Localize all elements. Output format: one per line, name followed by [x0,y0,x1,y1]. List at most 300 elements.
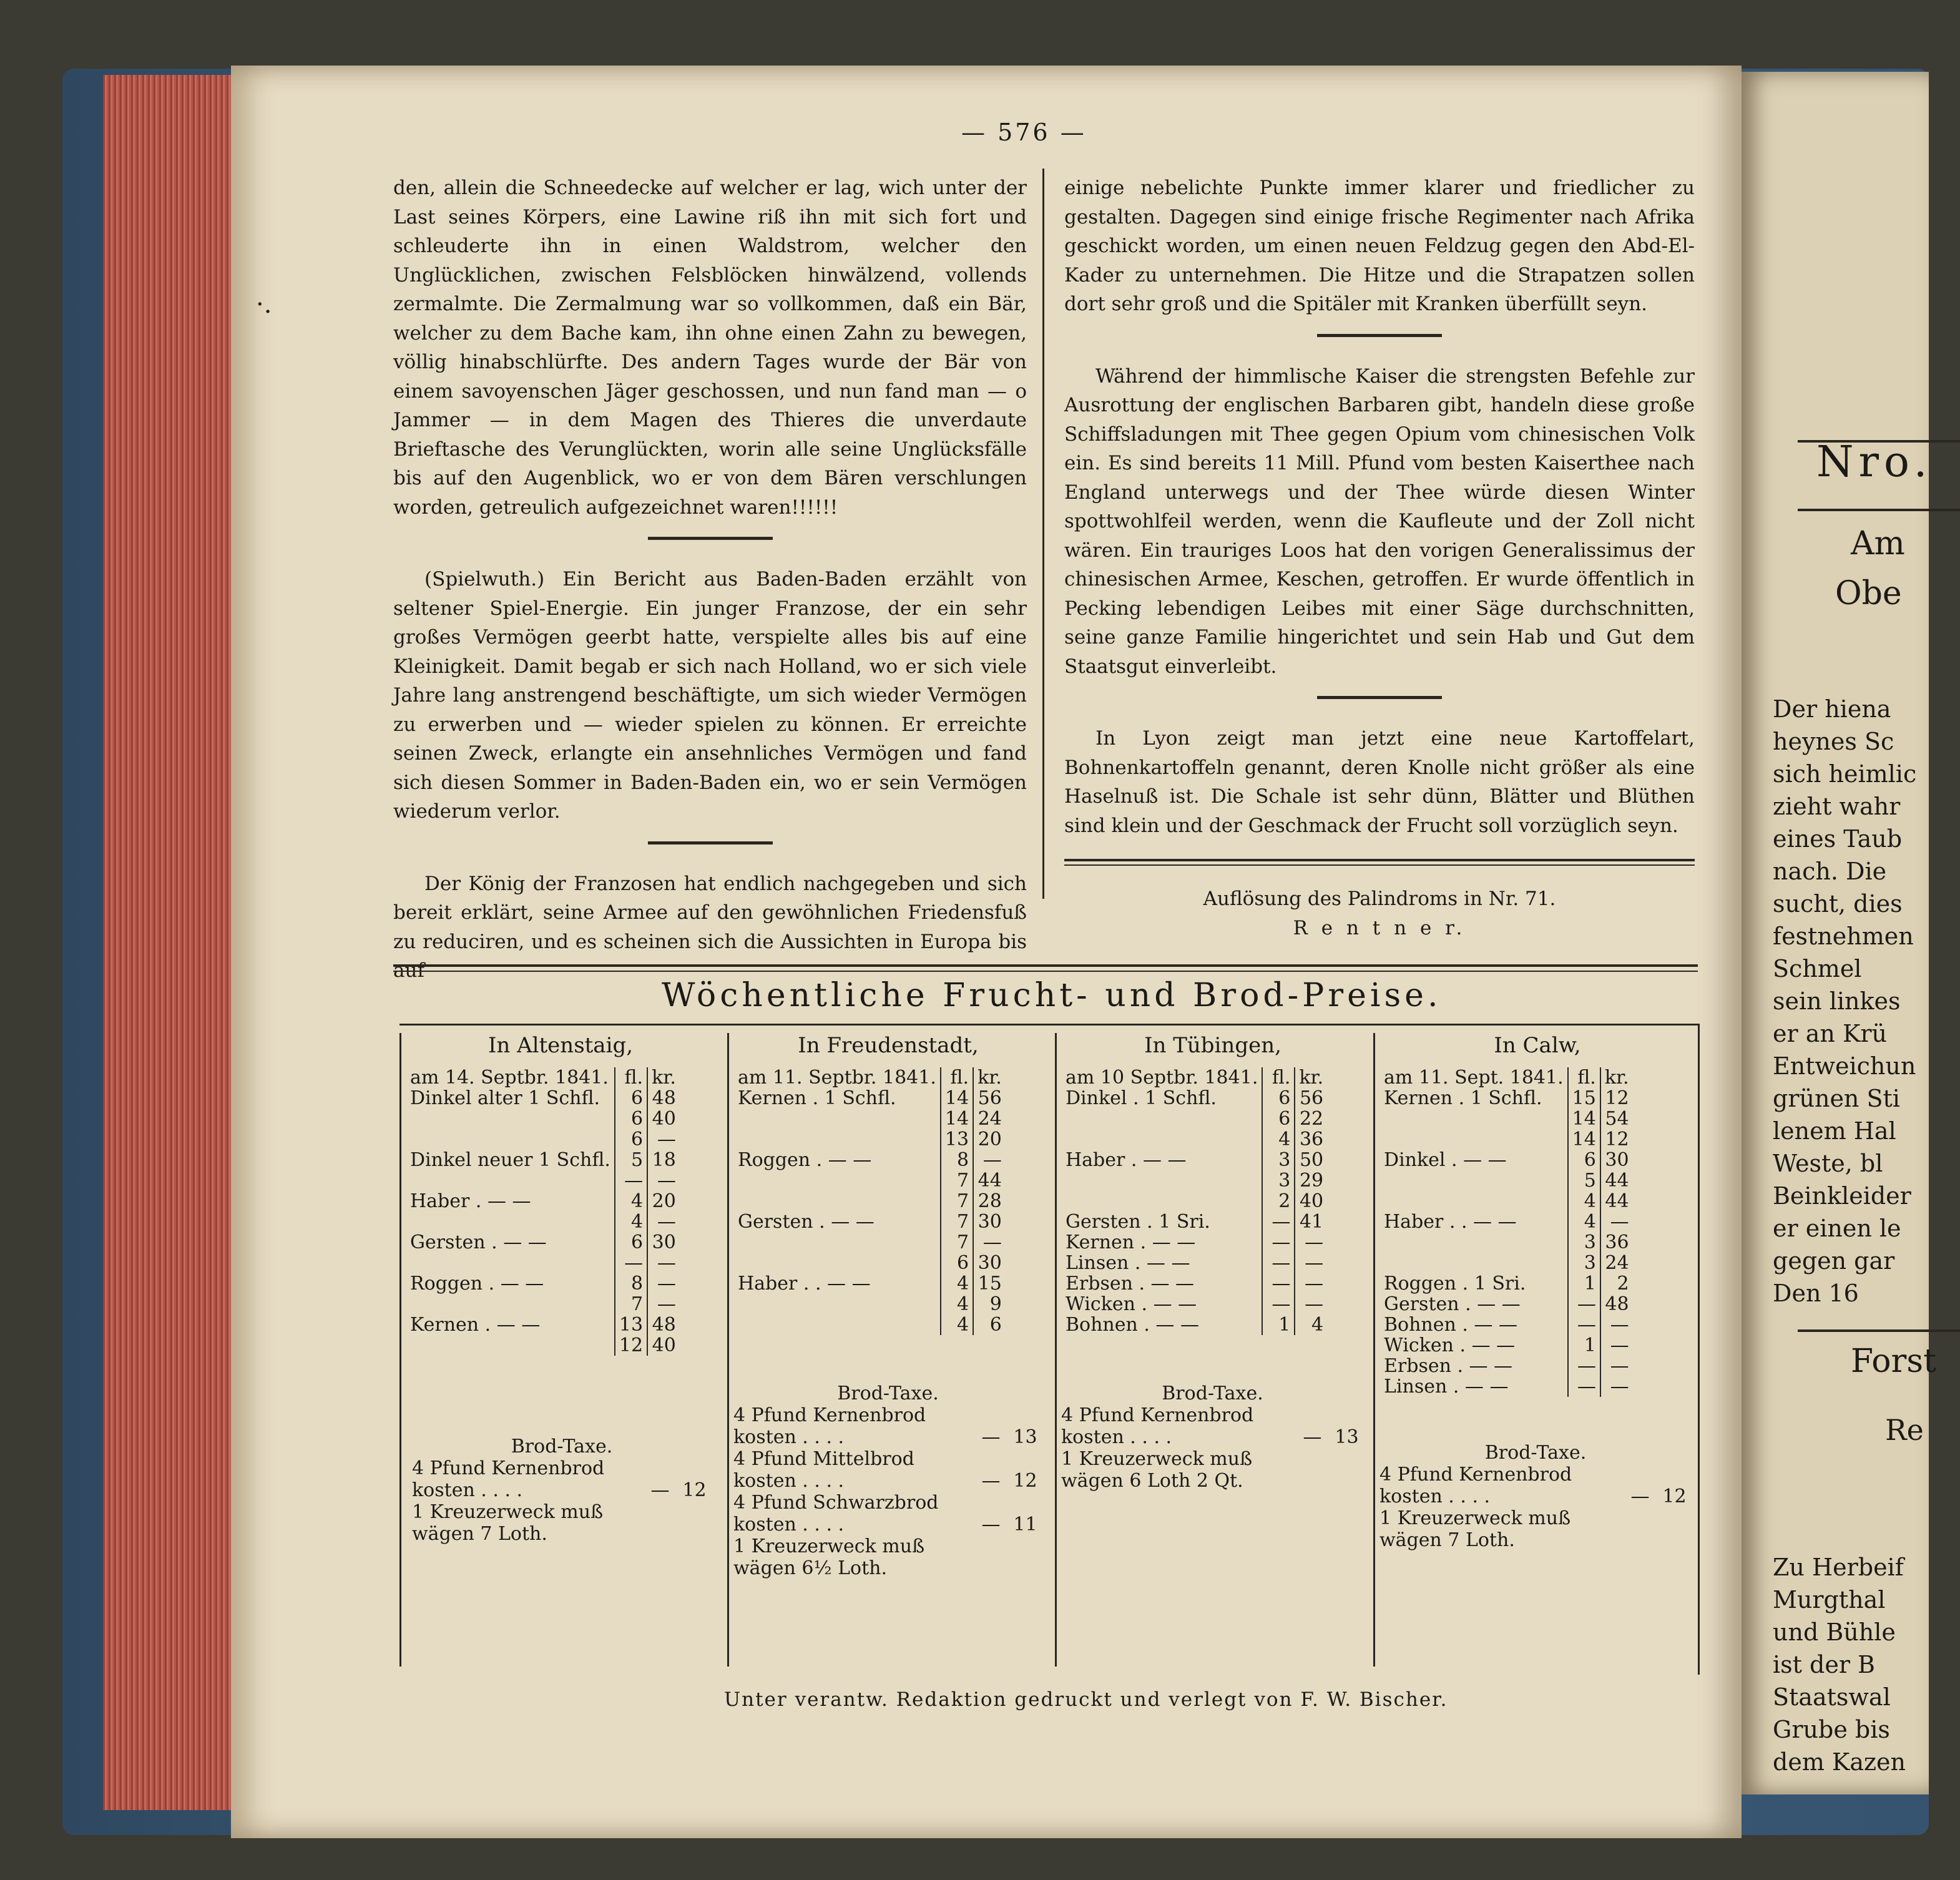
kr-value: 24 [973,1109,1006,1129]
table-row [406,1088,680,1109]
kr-value: 30 [973,1253,1006,1273]
fl-value: 7 [941,1191,973,1212]
item-label: Erbsen . — — [1384,1355,1513,1377]
table-row [1380,1232,1633,1253]
brod-altenstaig [412,1436,712,1545]
table-row [406,1129,680,1150]
item-label: Bohnen . — — [1384,1314,1517,1336]
kr-value: 15 [973,1273,1006,1294]
next-page-line: Entweichun [1773,1052,1916,1080]
table-row [1380,1273,1633,1294]
item-label [406,1253,615,1273]
fl-value: 7 [941,1212,973,1232]
brod-text: 4 Pfund Kernenbrod [1061,1404,1254,1426]
kr-value: 12 [1013,1470,1037,1492]
palindrome-title: Auflösung des Palindroms in Nr. 71. [1203,888,1556,910]
brod-text: kosten . . . . [412,1479,523,1501]
brod-line [1061,1404,1364,1426]
table-row [1062,1294,1327,1315]
table-row [734,1232,1006,1253]
fl-value: 4 [615,1191,647,1212]
kr-value: 56 [1295,1088,1327,1109]
brod-text: 4 Pfund Schwarzbrod [733,1492,939,1514]
brod-text: kosten . . . . [733,1426,845,1448]
kr-value: 20 [973,1129,1006,1150]
kr-value: 36 [1295,1129,1327,1150]
table-row [734,1170,1006,1191]
brod-text: wägen 6½ Loth. [733,1557,887,1579]
fl-header: fl. [615,1067,647,1088]
brod-line [1379,1529,1692,1551]
item-label [406,1212,615,1232]
kr-value: 6 [973,1315,1006,1335]
kr-value: — [647,1170,680,1191]
brod-line [412,1523,712,1545]
brod-text: kosten . . . . [1061,1426,1172,1448]
brod-title: Brod-Taxe. [511,1436,613,1457]
item-label [1380,1253,1568,1273]
item-label [734,1170,941,1191]
column-divider [1042,169,1044,899]
kr-value: 44 [1600,1170,1633,1191]
kr-value: — [1295,1253,1327,1273]
table-row [406,1315,680,1335]
table-row [1380,1129,1633,1150]
fl-value: 6 [941,1253,973,1273]
brod-text: wägen 7 Loth. [412,1523,547,1545]
fl-value: — [1630,1486,1650,1507]
fl-value: 6 [615,1109,647,1129]
kr-value: 40 [647,1109,680,1129]
table-header [406,1067,680,1088]
kr-value: — [1600,1212,1633,1232]
fl-value: 7 [615,1294,647,1315]
item-label: Kernen . 1 Schfl. [1384,1087,1542,1109]
fl-value: — [1568,1356,1600,1376]
next-page-line: nach. Die [1773,858,1887,885]
brod-title: Brod-Taxe. [837,1383,939,1404]
place-name: In Freudenstadt, [798,1033,979,1058]
table-header [1062,1067,1327,1088]
kr-value: 13 [1335,1426,1359,1448]
brod-text: wägen 6 Loth 2 Qt. [1061,1470,1243,1492]
brod-lines [1379,1464,1692,1551]
brod-text: 4 Pfund Kernenbrod [1379,1464,1572,1486]
item-label: Kernen . — — [410,1314,541,1336]
fl-value: 13 [941,1129,973,1150]
place-name: In Altenstaig, [488,1033,634,1058]
kr-value: 12 [1600,1129,1633,1150]
item-label: Wicken . — — [1066,1293,1197,1315]
brod-calw [1379,1442,1692,1551]
kr-value: 4 [1295,1315,1327,1335]
brod-freudenstadt [733,1383,1042,1579]
nro-title: Nro. [1816,438,1933,487]
brod-line [1379,1464,1692,1486]
fl-value: 14 [1568,1129,1600,1150]
fl-value: — [1568,1294,1600,1315]
brod-line [733,1557,1042,1579]
left-column [393,174,1027,986]
fl-value: — [981,1514,1001,1535]
item-label: Gersten . — — [410,1231,547,1253]
item-label [1380,1191,1568,1212]
kr-value: 30 [1600,1150,1633,1170]
brod-lines [733,1404,1042,1579]
kr-value: 11 [1013,1514,1037,1535]
table-row [734,1129,1006,1150]
brod-line [1379,1486,1692,1507]
kr-value: — [1295,1294,1327,1315]
kr-value: — [647,1294,680,1315]
brod-line [1061,1426,1364,1448]
fl-value: 7 [941,1232,973,1253]
am-title: Am [1851,525,1905,562]
next-page-line: dem Kazen [1773,1748,1906,1776]
item-label: Dinkel neuer 1 Schfl. [410,1149,610,1171]
next-page-line: sich heimlic [1773,760,1917,788]
kr-value: 50 [1295,1150,1327,1170]
fl-value: 14 [1568,1109,1600,1129]
brod-text: 4 Pfund Mittelbrod [733,1448,914,1470]
kr-value: 2 [1600,1273,1633,1294]
kr-value: 54 [1600,1109,1633,1129]
item-label [734,1253,941,1273]
section-rule [393,964,1698,972]
brod-line [733,1404,1042,1426]
fl-value: — [1568,1315,1600,1335]
price-table [1062,1067,1327,1335]
kr-value: 48 [647,1088,680,1109]
place-name: In Tübingen, [1144,1033,1281,1058]
table-row [734,1294,1006,1315]
page-edges [103,75,234,1810]
next-page-line: Der hiena [1773,695,1891,723]
kr-value: 30 [973,1212,1006,1232]
table-row [406,1294,680,1315]
rule [1798,1329,1960,1332]
item-label [1062,1170,1262,1191]
kr-value: 40 [1295,1191,1327,1212]
fl-value: 4 [941,1273,973,1294]
kr-value: 44 [1600,1191,1633,1212]
kr-value: — [647,1253,680,1273]
kr-value: 29 [1295,1170,1327,1191]
kr-value: 12 [1600,1088,1633,1109]
item-label [1380,1232,1568,1253]
table-row [1380,1253,1633,1273]
next-page-line: grünen Sti [1773,1085,1900,1112]
kr-value: 41 [1295,1212,1327,1232]
table-row [734,1273,1006,1294]
brod-line [412,1501,712,1523]
table-row [406,1232,680,1253]
fl-value: 15 [1568,1088,1600,1109]
kr-value: — [973,1232,1006,1253]
kr-value: — [647,1129,680,1150]
table-row [734,1315,1006,1335]
fl-value: — [1262,1212,1295,1232]
table-row [1062,1212,1327,1232]
fl-value: 12 [615,1335,647,1356]
fl-value: 3 [1262,1170,1295,1191]
kr-value: 48 [647,1315,680,1335]
item-label: Dinkel alter 1 Schfl. [410,1087,600,1109]
palindrome-answer: R e n t n e r. [1293,916,1466,939]
separator [1317,696,1442,699]
fl-value: — [981,1470,1001,1492]
table-altenstaig [399,1033,720,1667]
next-page-line: sein linkes [1773,987,1901,1015]
next-page-text [1773,693,1916,1310]
fl-value: 8 [941,1150,973,1170]
table-row [1380,1150,1633,1170]
next-page-line: Schmel [1773,955,1862,982]
table-row [1062,1273,1327,1294]
fl-value: 4 [615,1212,647,1232]
fl-value: 13 [615,1315,647,1335]
kr-value: 44 [973,1170,1006,1191]
item-label: Roggen . — — [738,1149,872,1171]
fl-value: — [1262,1253,1295,1273]
ober-title: Obe [1835,575,1902,612]
price-table [1380,1067,1633,1397]
kr-value: 30 [647,1232,680,1253]
right-column [1064,174,1695,942]
item-label: Roggen . 1 Sri. [1384,1273,1526,1295]
brod-tuebingen [1061,1383,1364,1492]
fl-value: 3 [1568,1232,1600,1253]
table-row [734,1088,1006,1109]
next-page-line: festnehmen [1773,923,1914,950]
table-row [1380,1294,1633,1315]
next-page-line: eines Taub [1773,825,1903,853]
item-label [1062,1109,1262,1129]
fl-value: 3 [1262,1150,1295,1170]
table-header [1380,1067,1633,1088]
table-row [1380,1109,1633,1129]
item-label [406,1129,615,1150]
kr-value: 28 [973,1191,1006,1212]
fl-value: 1 [1568,1335,1600,1356]
next-page-line: er einen le [1773,1215,1901,1242]
item-label [406,1109,615,1129]
next-page-line: Beinkleider [1773,1182,1911,1210]
fl-value: 4 [941,1294,973,1315]
re-title: Re [1885,1413,1924,1447]
page-number: — 576 — [961,119,1087,146]
brod-text: 1 Kreuzerweck muß [1061,1448,1253,1470]
table-row [1380,1212,1633,1232]
item-label: Erbsen . — — [1066,1273,1195,1295]
fl-value: — [650,1479,670,1501]
kr-value: 48 [1600,1294,1633,1315]
fl-value: 4 [941,1315,973,1335]
fl-value: 4 [1568,1191,1600,1212]
kr-value: — [1600,1335,1633,1356]
date-cell: am 10 Septbr. 1841. [1066,1067,1258,1089]
table-row [406,1150,680,1170]
table-row [1380,1170,1633,1191]
kr-value: 36 [1600,1232,1633,1253]
table-tuebingen [1055,1033,1369,1667]
next-page-line: zieht wahr [1773,793,1901,820]
next-page-line: er an Krü [1773,1020,1887,1047]
fl-value: 6 [1568,1150,1600,1170]
item-label: Linsen . — — [1384,1376,1509,1398]
table-row [734,1191,1006,1212]
fl-value: 4 [1568,1212,1600,1232]
next-page-line: Staatswal [1773,1683,1891,1711]
item-label [734,1109,941,1129]
kr-value: — [1295,1273,1327,1294]
article-china: Während der himmlische Kaiser die strengsten Befehle zur Ausrottung der englischen Barbaren gibt, handeln diese große Schiffsladungen mit Thee gegen Opium vom chinesischen Volk ein. Es sind bereits 11 Mill. Pfund vom besten Kaiserthee nach England unterwegs und der Thee würde diesen Winter spottwohlfeil werden, wenn die Kaufleute und der Zoll nicht wären. Ein trauriges Loos hat den vorigen Generalissimus der chinesischen Armee, Keschen, getroffen. Er wurde öffentlich in Pecking lebendigen Leibes mit einer Säge durchschnitten, seine ganze Familie hingerichtet und sein Hab und Gut dem Staatsgut einverleibt. [1064,365,1695,678]
item-label: Kernen . — — [1066,1231,1196,1253]
table-row [734,1150,1006,1170]
table-row [406,1335,680,1356]
brod-text: 1 Kreuzerweck muß [412,1501,604,1523]
fl-value: 8 [615,1273,647,1294]
brod-text: 4 Pfund Kernenbrod [412,1457,605,1479]
kr-value: 9 [973,1294,1006,1315]
kr-value: 24 [1600,1253,1633,1273]
brod-title: Brod-Taxe. [1162,1383,1263,1404]
separator [1317,334,1442,337]
kr-value: 56 [973,1088,1006,1109]
table-row [1380,1335,1633,1356]
brod-line [733,1492,1042,1514]
fl-header: fl. [1568,1067,1600,1088]
kr-value: — [647,1212,680,1232]
double-rule [1064,859,1695,866]
kr-value: — [1295,1232,1327,1253]
kr-header: kr. [973,1067,1006,1088]
table-row [1380,1088,1633,1109]
next-page-line: heynes Sc [1773,728,1894,755]
brod-line [733,1448,1042,1470]
item-label: Haber . — — [1066,1149,1187,1171]
brod-line [412,1479,712,1501]
table-row [1062,1170,1327,1191]
fl-value: 14 [941,1109,973,1129]
table-row [1062,1088,1327,1109]
fl-header: fl. [941,1067,973,1088]
table-calw [1373,1033,1700,1667]
fl-value: 5 [615,1150,647,1170]
item-label [1380,1109,1568,1129]
kr-value: 40 [647,1335,680,1356]
brod-line [733,1514,1042,1535]
brod-line [733,1426,1042,1448]
table-row [406,1191,680,1212]
brod-line [1061,1470,1364,1492]
item-label [1380,1170,1568,1191]
item-label [406,1294,615,1315]
next-page-text-2 [1773,1551,1906,1778]
item-label: Roggen . — — [410,1273,544,1295]
kr-value: 12 [1662,1486,1687,1507]
kr-value: 12 [682,1479,707,1501]
table-row [406,1253,680,1273]
date-cell: am 11. Septbr. 1841. [738,1067,936,1089]
article-spielwuth: (Spielwuth.) Ein Bericht aus Baden-Baden erzählt von seltener Spiel-Energie. Ein junger Franzose, der ein sehr großes Vermögen geerbt hatte, verspielte alles bis auf eine Kleinigkeit. Damit begab er sich nach Holland, wo er sich viele Jahre lang anstrengend beschäftigte, um sich wieder Vermögen zu erwerben und — wieder spielen zu können. Er erreichte seinen Zweck, erlangte ein ansehnliches Vermögen und fand sich diesen Sommer in Baden-Baden ein, wo er sein Vermögen wiederum verlor. [393,568,1027,823]
brod-lines [1061,1404,1364,1492]
brod-line [412,1457,712,1479]
item-label: Dinkel . 1 Schfl. [1066,1087,1217,1109]
item-label [406,1170,615,1191]
date-cell: am 11. Sept. 1841. [1384,1067,1564,1089]
brod-line [1379,1507,1692,1529]
next-page-line: Zu Herbeif [1773,1554,1904,1581]
brod-line [733,1470,1042,1492]
item-label: Dinkel . — — [1384,1149,1507,1171]
fl-value: 1 [1262,1315,1295,1335]
fl-value: — [1262,1294,1295,1315]
next-page-line: lenem Hal [1773,1117,1896,1145]
kr-value: 20 [647,1191,680,1212]
table-row [734,1253,1006,1273]
fl-value: — [1262,1273,1295,1294]
article-africa: einige nebelichte Punkte immer klarer und friedlicher zu gestalten. Dagegen sind einige frische Regimenter nach Afrika geschickt worden, um einen neuen Feldzug gegen den Abd-El-Kader zu unternehmen. Die Hitze und die Strapatzen sollen dort sehr groß und die Spitäler mit Kranken überfüllt seyn. [1064,177,1695,315]
item-label: Haber . . — — [1384,1211,1517,1233]
item-label: Linsen . — — [1066,1252,1190,1274]
kr-value: 18 [647,1150,680,1170]
brod-title: Brod-Taxe. [1484,1442,1587,1464]
table-row [1380,1356,1633,1376]
fl-value: 1 [1568,1273,1600,1294]
brod-lines [412,1457,712,1545]
item-label [734,1315,941,1335]
kr-header: kr. [647,1067,680,1088]
brod-text: 1 Kreuzerweck muß [733,1535,925,1557]
fl-value: — [615,1170,647,1191]
prices-heading: Wöchentliche Frucht- und Brod-Preise. [662,977,1442,1014]
table-header [734,1067,1006,1088]
price-table [406,1067,680,1356]
table-row [1380,1191,1633,1212]
brod-line [1061,1448,1364,1470]
kr-header: kr. [1600,1067,1633,1088]
item-label: Kernen . 1 Schfl. [738,1087,896,1109]
item-label: Gersten . — — [738,1211,875,1233]
item-label: Bohnen . — — [1066,1314,1199,1336]
next-page-line: gegen gar [1773,1247,1895,1275]
table-row [1062,1150,1327,1170]
brod-text: kosten . . . . [733,1514,845,1535]
brod-text: kosten . . . . [733,1470,845,1492]
forst-title: Forst [1851,1343,1936,1380]
kr-value: — [647,1273,680,1294]
table-row [1062,1109,1327,1129]
brod-text: 4 Pfund Kernenbrod [733,1404,926,1426]
date-cell: am 14. Septbr. 1841. [410,1067,609,1089]
place-name: In Calw, [1494,1033,1581,1058]
item-label: Gersten . 1 Sri. [1066,1211,1210,1233]
separator [648,537,773,540]
fl-value: — [1303,1426,1322,1448]
right-page [1742,72,1936,1794]
brod-text: kosten . . . . [1379,1486,1491,1507]
fl-value: — [981,1426,1001,1448]
fl-value: 5 [1568,1170,1600,1191]
fl-value: 2 [1262,1191,1295,1212]
table-row [1062,1253,1327,1273]
kr-value: — [1600,1376,1633,1397]
table-row [734,1109,1006,1129]
fl-value: — [1568,1376,1600,1397]
item-label [734,1191,941,1212]
article-lyon: In Lyon zeigt man jetzt eine neue Kartoffelart, Bohnenkartoffeln genannt, deren Knolle nicht größer als eine Haselnuß ist. Die Schale ist sehr dünn, Blätter und Blüthen sind klein und der Geschmack der Frucht soll vorzüglich seyn. [1064,727,1695,837]
